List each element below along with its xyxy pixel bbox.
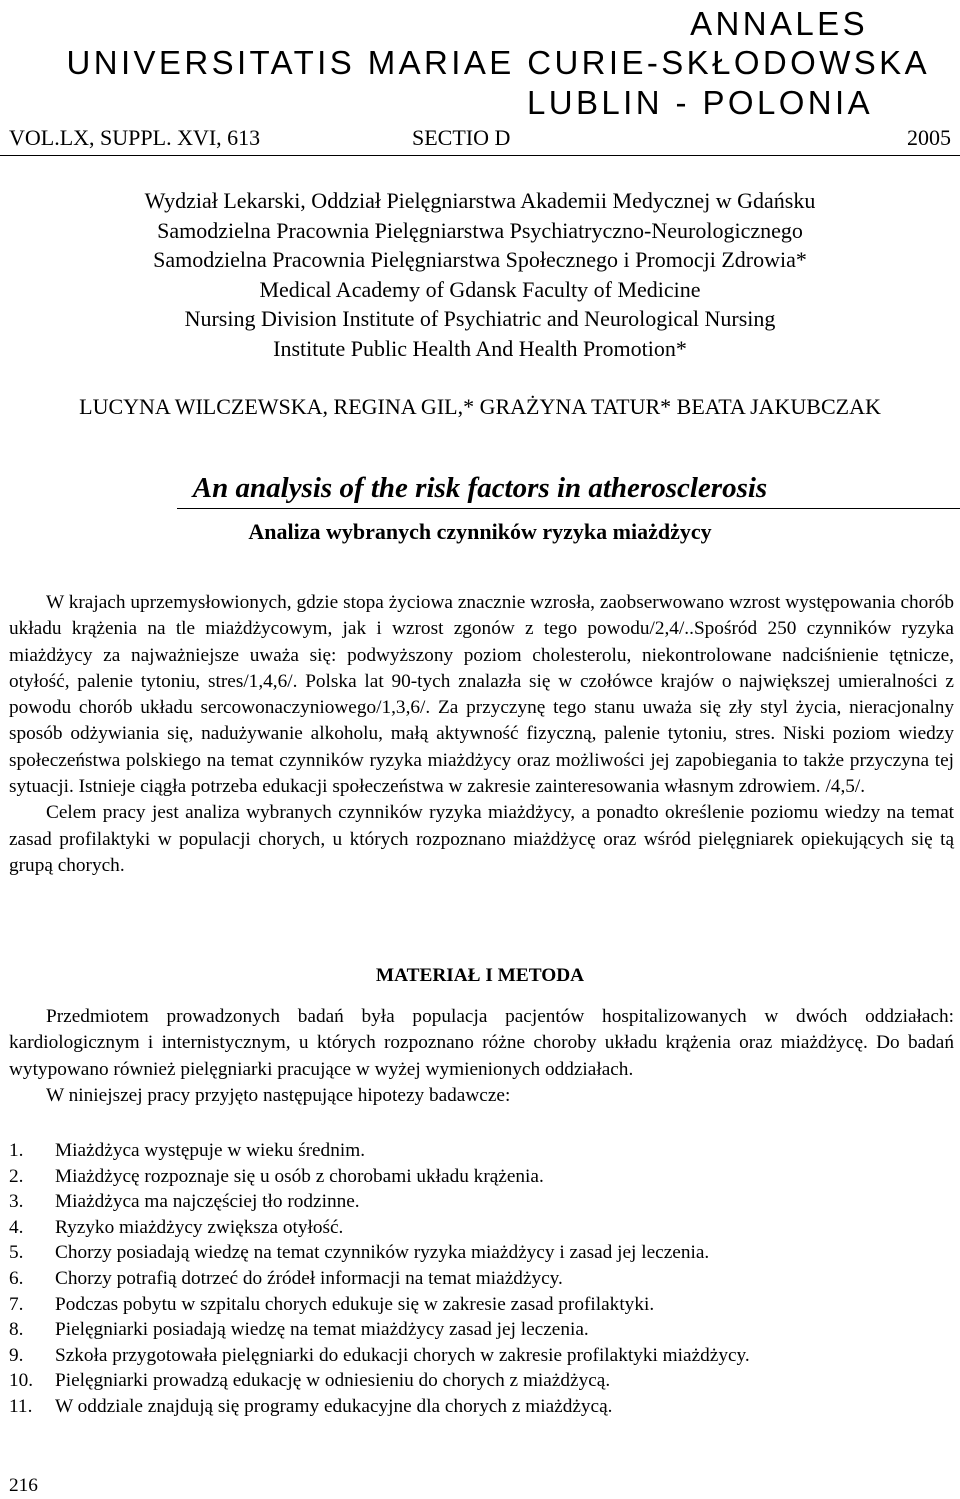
list-item-number: 2. — [9, 1165, 24, 1187]
list-item-text: Ryzyko miażdżycy zwiększa otyłość. — [55, 1216, 344, 1238]
list-item-number: 8. — [9, 1319, 24, 1341]
list-item-text: Chorzy potrafią dotrzeć do źródeł informacji na temat miażdżycy. — [55, 1267, 563, 1289]
list-item-text: Miażdżycę rozpoznaje się u osób z chorobami układu krążenia. — [55, 1165, 544, 1187]
affiliation-line: Samodzielna Pracownia Pielęgniarstwa Społecznego i Promocji Zdrowia* — [153, 247, 807, 272]
list-item-number: 4. — [9, 1216, 24, 1238]
hypotheses-list — [9, 1138, 954, 1420]
title-divider — [177, 508, 960, 509]
list-item-number: 9. — [9, 1344, 24, 1366]
list-item-number: 1. — [9, 1140, 24, 1161]
list-item-text: Szkoła przygotowała pielęgniarki do edukacji chorych w zakresie profilaktyki miażdżycy. — [55, 1344, 750, 1366]
list-item — [9, 1138, 954, 1164]
list-item — [9, 1240, 954, 1266]
affiliation-line: Samodzielna Pracownia Pielęgniarstwa Psychiatryczno-Neurologicznego — [157, 217, 803, 243]
volume-info: VOL.LX, SUPPL. XVI, 613 — [9, 125, 261, 150]
list-item-text: Podczas pobytu w szpitalu chorych edukuje się w zakresie zasad profilaktyki. — [55, 1293, 655, 1315]
list-item — [9, 1292, 954, 1318]
list-item — [9, 1394, 954, 1420]
list-item — [9, 1215, 954, 1241]
section-info: SECTIO D — [412, 125, 511, 150]
list-item — [9, 1368, 954, 1394]
list-item-text: Chorzy posiadają wiedzę na temat czynników ryzyka miażdżycy i zasad jej leczenia. — [55, 1242, 710, 1264]
list-item — [9, 1343, 954, 1369]
list-item-text: Pielęgniarki prowadzą edukację w odniesieniu do chorych z miażdżycą. — [55, 1370, 611, 1392]
body-paragraph: W krajach uprzemysłowionych, gdzie stopa życiowa znacznie wzrosła, zaobserwowano wzrost występowania chorób układu krążenia na tle miażdżycowym, jak i wzrost zgonów z tego powodu/2,4/..Spośród 250 czynników ryzyka miażdżycy za najważniejsze uważa się: podwyższony poziom cholesterolu, niekontrolowane nadciśnienie tętnicze, otyłość, palenie tytoniu, stres/1,4,6/. Polska lat 90-tych znalazła się w czołówce krajów o największej umieralności z powodu chorób układu sercowonaczyniowego/1,3,6/. Za przyczynę tego stanu uważa się zły styl życia, nieracjonalny sposób odżywiania się, nadużywanie alkoholu, małą aktywność fizyczną, palenie tytoniu, stres. Niski poziom wiedzy społeczeństwa polskiego na temat czynników ryzyka miażdżycy oraz możliwości jej zapobiegania to także przyczyna tej sytuacji. Istnieje ciągła potrzeba edukacji społeczeństwa w zakresie zainteresowania własnym zdrowiem. /4,5/. — [9, 592, 954, 798]
list-item-number: 7. — [9, 1293, 24, 1315]
journal-meta-line — [0, 121, 960, 156]
list-item-text: Miażdżyca ma najczęściej tło rodzinne. — [55, 1191, 360, 1213]
list-item-number: 3. — [9, 1191, 24, 1213]
page-number: 216 — [9, 1475, 38, 1496]
list-item-number: 6. — [9, 1267, 24, 1289]
affiliation-line: Institute Public Health And Health Promotion* — [273, 335, 687, 361]
journal-title-line3: LUBLIN - POLONIA — [527, 84, 873, 121]
affiliation-line: Wydział Lekarski, Oddział Pielęgniarstwa Akademii Medycznej w Gdańsku — [144, 188, 816, 213]
journal-title-line1: ANNALES — [690, 5, 868, 42]
list-item — [9, 1266, 954, 1292]
introduction — [9, 590, 954, 879]
list-item — [9, 1164, 954, 1190]
method-section — [9, 1004, 954, 1109]
affiliation-line: Nursing Division Institute of Psychiatric and Neurological Nursing — [184, 306, 776, 331]
article-title-english: An analysis of the risk factors in atherosclerosis — [192, 472, 768, 504]
list-item — [9, 1189, 954, 1215]
body-paragraph: W niniejszej pracy przyjęto następujące hipotezy badawcze: — [46, 1084, 511, 1106]
list-item-number: 11. — [9, 1395, 33, 1417]
list-item-number: 5. — [9, 1242, 24, 1264]
affiliations — [0, 186, 960, 363]
section-heading: MATERIAŁ I METODA — [375, 965, 585, 986]
list-item-text: Pielęgniarki posiadają wiedzę na temat miażdżycy zasad jej leczenia. — [55, 1319, 589, 1341]
body-paragraph: Przedmiotem prowadzonych badań była populacja pacjentów hospitalizowanych w dwóch oddziałach: kardiologicznym i internistycznym, u których rozpoznano różne choroby układu krążenia oraz miażdżycę. Do badań wytypowano również pielęgniarki pracujące w wyżej wymienionych oddziałach. — [9, 1006, 954, 1080]
list-item — [9, 1317, 954, 1343]
list-item-text: Miażdżyca występuje w wieku średnim. — [55, 1140, 366, 1161]
author-list: LUCYNA WILCZEWSKA, REGINA GIL,* GRAŻYNA TATUR* BEATA JAKUBCZAK — [79, 394, 881, 419]
journal-header — [0, 2, 960, 182]
article-title-polish: Analiza wybranych czynników ryzyka miażdżycy — [248, 519, 712, 544]
list-item-number: 10. — [9, 1370, 34, 1392]
list-item-text: W oddziale znajdują się programy edukacyjne dla chorych z miażdżycą. — [55, 1395, 613, 1417]
affiliation-line: Medical Academy of Gdansk Faculty of Medicine — [259, 276, 701, 302]
year-info: 2005 — [907, 125, 951, 150]
body-paragraph: Celem pracy jest analiza wybranych czynników ryzyka miażdżycy, a ponadto określenie poziomu wiedzy na temat zasad profilaktyki w populacji chorych, u których rozpoznano miażdżycę oraz wśród pielęgniarek opiekujących się tą grupą chorych. — [9, 802, 954, 876]
journal-title-line2: UNIVERSITATIS MARIAE CURIE-SKŁODOWSKA — [66, 44, 930, 81]
